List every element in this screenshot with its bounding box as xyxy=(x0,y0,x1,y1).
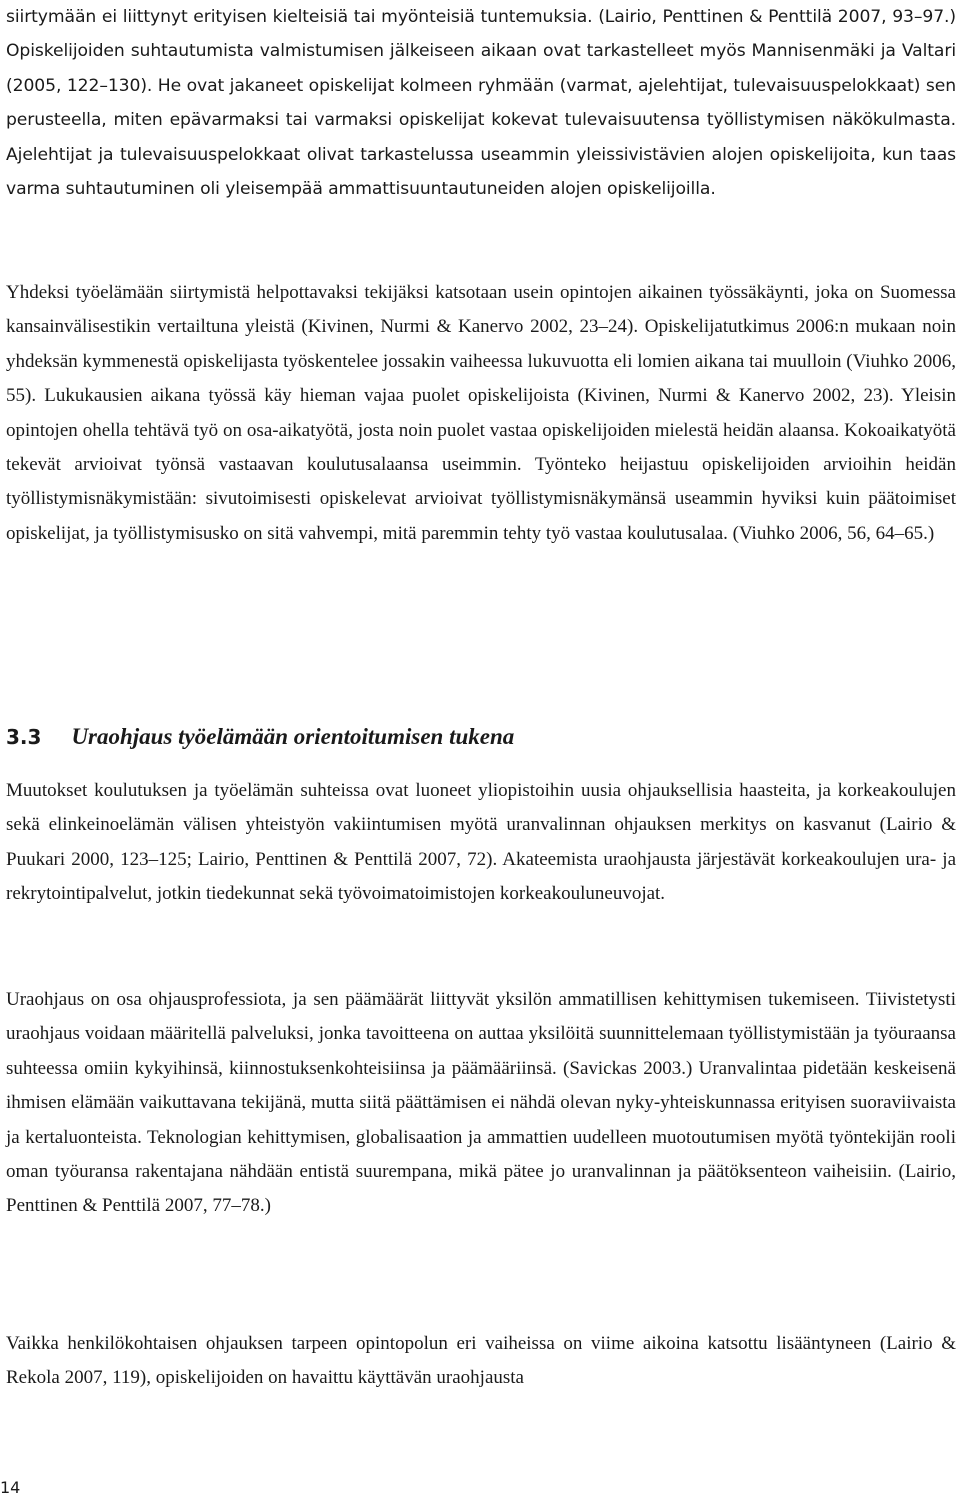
paragraph-5: Vaikka henkilökohtaisen ohjauksen tarpeen opintopolun eri vaiheissa on viime aikoina katsottu lisääntyneen (Lairio & Rekola 2007, 119), opiskelijoiden on havaittu käyttävän uraohjausta xyxy=(6,1333,956,1389)
paragraph-4: Uraohjaus on osa ohjausprofessiota, ja sen päämäärät liittyvät yksilön ammatillisen kehittymisen tukemiseen. Tiivistetysti uraohjaus voidaan määritellä palveluksi, jonka tavoitteena on auttaa yksilöitä suunnittelemaan työllistymistään ja työuraansa suhteessa omiin kykyihinsä, kiinnostuksenkohteisiinsa ja päämääriinsä. (Savickas 2003.) Uranvalintaa pidetään keskeisenä ihmisen elämään vaikuttavana tekijänä, mutta siitä päättämisen ei nähdä olevan nyky-yhteiskunnassa erityisen suoraviivaista ja kertaluonteista. Teknologian kehittymisen, globalisaation ja ammattien uudelleen muotoutumisen myötä työntekijän rooli oman työuransa rakentajana nähdään entistä suurempana, mikä pätee jo uranvalinnan ja päätöksenteon vaiheisiin. (Lairio, Penttinen & Penttilä 2007, 77–78.) xyxy=(6,989,956,1217)
paragraph-3: Muutokset koulutuksen ja työelämän suhteissa ovat luoneet yliopistoihin uusia ohjauksellisia haasteita, ja korkeakoulujen sekä elinkeinoelämän välisen yhteistyön vakiintumisen myötä uranvalinnan ohjauksen merkitys on kasvanut (Lairio & Puukari 2000, 123–125; Lairio, Penttinen & Penttilä 2007, 72). Akateemista uraohjausta järjestävät korkeakoulujen ura- ja rekrytointipalvelut, jotkin tiedekunnat sekä työvoimatoimistojen korkeakouluneuvojat. xyxy=(6,780,956,905)
page-number: 14 xyxy=(0,1478,21,1497)
section-number: 3.3 xyxy=(6,725,42,749)
paragraph-1: siirtymään ei liittynyt erityisen kielteisiä tai myönteisiä tuntemuksia. (Lairio, Penttinen & Penttilä 2007, 93–97.) Opiskelijoiden suhtautumista valmistumisen jälkeiseen aikaan ovat tarkastelleet myös Mannisenmäki ja Valtari (2005, 122–130). He ovat jakaneet opiskelijat kolmeen ryhmään (varmat, ajelehtijat, tulevaisuuspelokkaat) sen perusteella, miten epävarmaksi tai varmaksi opiskelijat kokevat tulevaisuutensa työllistymisen näkökulmasta. Ajelehtijat ja tulevaisuuspelokkaat olivat tarkastelussa useammin yleissivistävien alojen opiskelijoita, kun taas varma suhtautuminen oli yleisempää ammattisuuntautuneiden alojen opiskelijoilla. xyxy=(6,7,956,200)
section-heading xyxy=(6,719,514,755)
paragraph-2: Yhdeksi työelämään siirtymistä helpottavaksi tekijäksi katsotaan usein opintojen aikainen työssäkäynti, joka on Suomessa kansainvälisestikin vertailtuna yleistä (Kivinen, Nurmi & Kanervo 2002, 23–24). Opiskelijatutkimus 2006:n mukaan noin yhdeksän kymmenestä opiskelijasta työskentelee jossakin vaiheessa lukuvuotta eli lomien aikana tai muulloin (Viuhko 2006, 55). Lukukausien aikana työssä käy hieman vajaa puolet opiskelijoista (Kivinen, Nurmi & Kanervo 2002, 23). Yleisin opintojen ohella tehtävä työ on osa-aikatyötä, josta noin puolet vastaa opiskelijoiden mielestä heidän alaansa. Kokoaikatyötä tekevät arvioivat työnsä vastaavan koulutusalaansa useimmin. Työnteko heijastuu opiskelijoiden arvioihin heidän työllistymisnäkymistään: sivutoimisesti opiskelevat arvioivat työllistymisnäkymänsä useammin hyviksi kuin päätoimiset opiskelijat, ja työllistymisusko on sitä vahvempi, mitä paremmin tehty työ vastaa koulutusalaa. (Viuhko 2006, 56, 64–65.) xyxy=(6,282,956,544)
section-title: Uraohjaus työelämään orientoitumisen tukena xyxy=(71,724,515,749)
